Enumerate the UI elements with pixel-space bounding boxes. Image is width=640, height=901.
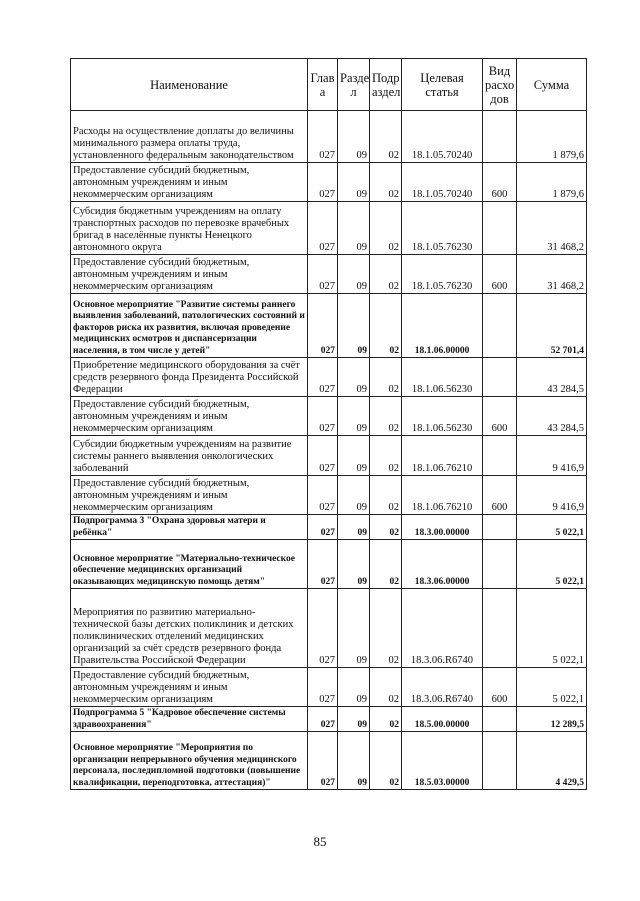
row-expense-type bbox=[483, 540, 517, 589]
row-target-article: 18.1.06.76210 bbox=[402, 476, 483, 515]
row-section: 09 bbox=[338, 436, 370, 476]
row-amount: 12 289,5 bbox=[517, 707, 587, 732]
row-amount: 31 468,2 bbox=[517, 255, 587, 294]
table-row bbox=[71, 476, 587, 515]
row-chapter: 027 bbox=[308, 202, 338, 255]
row-name: Основное мероприятие "Развитие системы раннего выявления заболеваний, патологических состояний и факторов риска их развития, включая проведение медицинских осмотров и диспансеризации населения, в том числе у детей" bbox=[71, 294, 308, 358]
header-expense-type: Вид расхо дов bbox=[483, 59, 517, 111]
table-row bbox=[71, 397, 587, 436]
row-name: Мероприятия по развитию материально-технической базы детских поликлиник и детских поликлинических отделений медицинских организаций за счёт средств резервного фонда Правительства Российской Федерации bbox=[71, 589, 308, 668]
table-row bbox=[71, 589, 587, 668]
row-chapter: 027 bbox=[308, 515, 338, 540]
row-expense-type: 600 bbox=[483, 476, 517, 515]
row-section: 09 bbox=[338, 668, 370, 707]
row-target-article: 18.3.06.R6740 bbox=[402, 589, 483, 668]
row-chapter: 027 bbox=[308, 589, 338, 668]
row-chapter: 027 bbox=[308, 255, 338, 294]
header-target-article: Целевая статья bbox=[402, 59, 483, 111]
row-expense-type bbox=[483, 515, 517, 540]
row-subsection: 02 bbox=[370, 111, 402, 163]
table-row bbox=[71, 436, 587, 476]
row-chapter: 027 bbox=[308, 668, 338, 707]
row-target-article: 18.5.03.00000 bbox=[402, 732, 483, 790]
row-subsection: 02 bbox=[370, 589, 402, 668]
row-section: 09 bbox=[338, 732, 370, 790]
page-number: 85 bbox=[313, 834, 327, 849]
table-row bbox=[71, 515, 587, 540]
row-name: Предоставление субсидий бюджетным, автономным учреждениям и иным некоммерческим организациям bbox=[71, 397, 308, 436]
table-row bbox=[71, 202, 587, 255]
row-amount: 1 879,6 bbox=[517, 163, 587, 202]
row-name: Расходы на осуществление доплаты до величины минимального размера оплаты труда, установленного федеральным законодательством bbox=[71, 111, 308, 163]
row-section: 09 bbox=[338, 294, 370, 358]
row-chapter: 027 bbox=[308, 476, 338, 515]
table-row bbox=[71, 163, 587, 202]
table-header-row bbox=[71, 59, 587, 111]
row-amount: 5 022,1 bbox=[517, 589, 587, 668]
row-expense-type bbox=[483, 294, 517, 358]
row-chapter: 027 bbox=[308, 436, 338, 476]
row-target-article: 18.1.06.76210 bbox=[402, 436, 483, 476]
row-amount: 31 468,2 bbox=[517, 202, 587, 255]
row-amount: 9 416,9 bbox=[517, 476, 587, 515]
row-chapter: 027 bbox=[308, 397, 338, 436]
row-expense-type bbox=[483, 202, 517, 255]
budget-table bbox=[70, 58, 587, 790]
row-chapter: 027 bbox=[308, 707, 338, 732]
row-name: Основное мероприятие "Материально-техническое обеспечение медицинских организаций оказывающих медицинскую помощь детям" bbox=[71, 540, 308, 589]
row-name: Предоставление субсидий бюджетным, автономным учреждениям и иным некоммерческим организациям bbox=[71, 668, 308, 707]
row-expense-type bbox=[483, 358, 517, 397]
row-name: Подпрограмма 3 "Охрана здоровья матери и ребёнка" bbox=[71, 515, 308, 540]
table-row bbox=[71, 540, 587, 589]
row-chapter: 027 bbox=[308, 358, 338, 397]
row-section: 09 bbox=[338, 255, 370, 294]
row-amount: 5 022,1 bbox=[517, 515, 587, 540]
row-expense-type: 600 bbox=[483, 163, 517, 202]
row-name: Основное мероприятие "Мероприятия по организации непрерывного обучения медицинского персонала, последипломной подготовки (повышение квалификации, переподготовка, аттестация)" bbox=[71, 732, 308, 790]
row-name: Приобретение медицинского оборудования за счёт средств резервного фонда Президента Российской Федерации bbox=[71, 358, 308, 397]
row-name: Субсидии бюджетным учреждениям на развитие системы раннего выявления онкологических заболеваний bbox=[71, 436, 308, 476]
row-expense-type: 600 bbox=[483, 668, 517, 707]
row-chapter: 027 bbox=[308, 732, 338, 790]
header-chapter: Глав а bbox=[308, 59, 338, 111]
header-name: Наименование bbox=[71, 59, 308, 111]
row-expense-type bbox=[483, 707, 517, 732]
table-row bbox=[71, 111, 587, 163]
row-section: 09 bbox=[338, 707, 370, 732]
row-expense-type: 600 bbox=[483, 255, 517, 294]
row-amount: 1 879,6 bbox=[517, 111, 587, 163]
row-subsection: 02 bbox=[370, 707, 402, 732]
row-target-article: 18.1.05.76230 bbox=[402, 255, 483, 294]
table-row bbox=[71, 732, 587, 790]
table-row bbox=[71, 707, 587, 732]
row-name: Предоставление субсидий бюджетным, автономным учреждениям и иным некоммерческим организациям bbox=[71, 163, 308, 202]
row-chapter: 027 bbox=[308, 540, 338, 589]
row-section: 09 bbox=[338, 476, 370, 515]
row-target-article: 18.3.00.00000 bbox=[402, 515, 483, 540]
header-section: Разде л bbox=[338, 59, 370, 111]
table-body bbox=[71, 111, 587, 790]
row-target-article: 18.1.06.00000 bbox=[402, 294, 483, 358]
row-subsection: 02 bbox=[370, 732, 402, 790]
row-expense-type bbox=[483, 589, 517, 668]
row-name: Подпрограмма 5 "Кадровое обеспечение системы здравоохранения" bbox=[71, 707, 308, 732]
table-row bbox=[71, 668, 587, 707]
table-row bbox=[71, 358, 587, 397]
row-expense-type bbox=[483, 436, 517, 476]
row-amount: 9 416,9 bbox=[517, 436, 587, 476]
row-subsection: 02 bbox=[370, 294, 402, 358]
row-section: 09 bbox=[338, 111, 370, 163]
header-amount: Сумма bbox=[517, 59, 587, 111]
row-name: Предоставление субсидий бюджетным, автономным учреждениям и иным некоммерческим организациям bbox=[71, 255, 308, 294]
row-chapter: 027 bbox=[308, 294, 338, 358]
row-amount: 43 284,5 bbox=[517, 397, 587, 436]
row-section: 09 bbox=[338, 589, 370, 668]
row-section: 09 bbox=[338, 540, 370, 589]
row-subsection: 02 bbox=[370, 476, 402, 515]
row-target-article: 18.1.05.70240 bbox=[402, 111, 483, 163]
table-row bbox=[71, 294, 587, 358]
header-subsection: Подр аздел bbox=[370, 59, 402, 111]
row-target-article: 18.3.06.00000 bbox=[402, 540, 483, 589]
row-subsection: 02 bbox=[370, 515, 402, 540]
row-section: 09 bbox=[338, 358, 370, 397]
row-subsection: 02 bbox=[370, 436, 402, 476]
row-amount: 52 701,4 bbox=[517, 294, 587, 358]
row-target-article: 18.1.06.56230 bbox=[402, 397, 483, 436]
row-target-article: 18.1.06.56230 bbox=[402, 358, 483, 397]
row-name: Предоставление субсидий бюджетным, автономным учреждениям и иным некоммерческим организациям bbox=[71, 476, 308, 515]
row-target-article: 18.1.05.70240 bbox=[402, 163, 483, 202]
row-section: 09 bbox=[338, 163, 370, 202]
row-amount: 5 022,1 bbox=[517, 540, 587, 589]
row-subsection: 02 bbox=[370, 255, 402, 294]
row-subsection: 02 bbox=[370, 163, 402, 202]
row-subsection: 02 bbox=[370, 397, 402, 436]
row-subsection: 02 bbox=[370, 668, 402, 707]
row-name: Субсидия бюджетным учреждениям на оплату транспортных расходов по перевозке врачебных бригад в населённые пункты Ненецкого автономного округа bbox=[71, 202, 308, 255]
row-target-article: 18.5.00.00000 bbox=[402, 707, 483, 732]
row-subsection: 02 bbox=[370, 202, 402, 255]
row-target-article: 18.1.05.76230 bbox=[402, 202, 483, 255]
row-subsection: 02 bbox=[370, 540, 402, 589]
row-expense-type bbox=[483, 732, 517, 790]
row-chapter: 027 bbox=[308, 163, 338, 202]
row-section: 09 bbox=[338, 397, 370, 436]
row-section: 09 bbox=[338, 202, 370, 255]
row-subsection: 02 bbox=[370, 358, 402, 397]
row-section: 09 bbox=[338, 515, 370, 540]
row-amount: 43 284,5 bbox=[517, 358, 587, 397]
row-amount: 5 022,1 bbox=[517, 668, 587, 707]
row-amount: 4 429,5 bbox=[517, 732, 587, 790]
row-expense-type bbox=[483, 111, 517, 163]
table-row bbox=[71, 255, 587, 294]
row-target-article: 18.3.06.R6740 bbox=[402, 668, 483, 707]
row-chapter: 027 bbox=[308, 111, 338, 163]
row-expense-type: 600 bbox=[483, 397, 517, 436]
